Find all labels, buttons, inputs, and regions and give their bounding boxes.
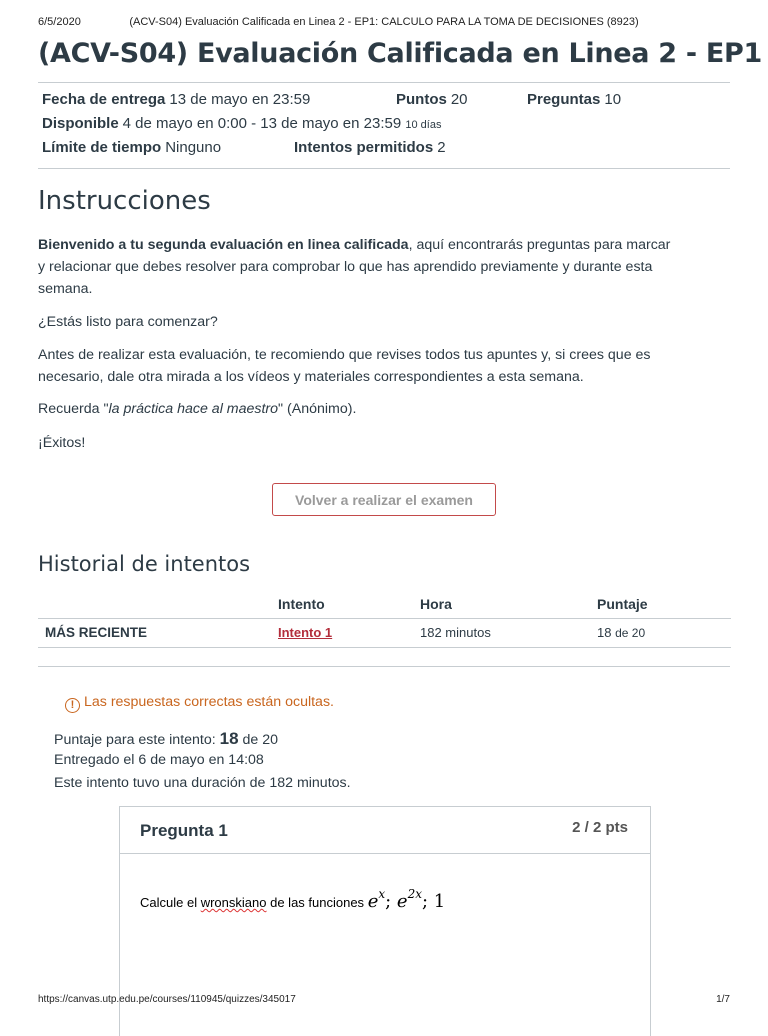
time-limit-field <box>42 139 221 156</box>
hidden-answers-notice <box>65 694 334 713</box>
available-days: 10 días <box>405 119 442 131</box>
due-date-field <box>42 91 310 108</box>
question-text-word: wronskiano <box>200 895 267 910</box>
quote-post: " (Anónimo). <box>278 401 357 417</box>
points-field <box>396 91 468 108</box>
available-label: Disponible <box>42 115 119 132</box>
function-3: 1 <box>433 891 446 912</box>
points-value: 20 <box>450 91 468 108</box>
instructions-heading: Instrucciones <box>38 186 211 216</box>
time-limit-label: Límite de tiempo <box>42 139 162 156</box>
advice-paragraph <box>38 344 738 388</box>
quote-text: la práctica hace al maestro <box>108 401 279 417</box>
score-label: Puntaje para este intento: <box>54 732 216 748</box>
question-title: Pregunta 1 <box>140 821 228 840</box>
question-text <box>140 887 445 912</box>
available-value: 4 de mayo en 0:00 - 13 de mayo en 23:59 <box>122 115 402 132</box>
instructions-paragraph <box>38 234 738 300</box>
due-label: Fecha de entrega <box>42 91 166 108</box>
questions-value: 10 <box>604 91 622 108</box>
score-total: de 20 <box>242 732 279 748</box>
function-1-exponent: x <box>378 887 386 901</box>
warning-icon: ! <box>65 698 80 713</box>
separator: ; <box>421 891 434 912</box>
column-header-score: Puntaje <box>597 596 648 612</box>
quote-pre: Recuerda " <box>38 401 109 417</box>
questions-label: Preguntas <box>527 91 601 108</box>
attempts-value: 2 <box>437 139 446 156</box>
column-header-time: Hora <box>420 596 452 612</box>
welcome-rest-2: y relacionar que debes resolver para comprobar lo que has aprendido previamente y durante esta <box>38 259 653 275</box>
page-title: (ACV-S04) Evaluación Calificada en Linea 2 - EP1 <box>38 38 763 69</box>
print-title: (ACV-S04) Evaluación Calificada en Linea 2 - EP1: CALCULO PARA LA TOMA DE DECISIONES (8923) <box>129 16 639 28</box>
advice-line-1: Antes de realizar esta evaluación, te recomiendo que revises todos tus apuntes y, si crees que es <box>38 347 651 363</box>
print-date: 6/5/2020 <box>38 16 81 28</box>
success-text: ¡Éxitos! <box>38 435 86 451</box>
question-points: 2 / 2 pts <box>572 819 628 836</box>
attempt-link[interactable]: Intento 1 <box>278 625 333 640</box>
divider <box>38 666 730 667</box>
notice-text: Las respuestas correctas están ocultas. <box>84 694 334 710</box>
divider <box>38 82 730 83</box>
points-label: Puntos <box>396 91 447 108</box>
quote-paragraph <box>38 398 738 420</box>
questions-field <box>527 91 621 108</box>
welcome-rest: , aquí encontrarás preguntas para marcar <box>408 237 671 253</box>
attempts-label: Intentos permitidos <box>294 139 434 156</box>
score-big: 18 <box>219 729 239 748</box>
separator: ; <box>385 891 397 912</box>
table-header-row <box>38 590 731 619</box>
latest-label: MÁS RECIENTE <box>45 625 148 640</box>
attempts-field <box>294 139 446 156</box>
table-row <box>38 619 731 648</box>
print-url: https://canvas.utp.edu.pe/courses/110945/quizzes/345017 <box>38 994 296 1005</box>
history-heading: Historial de intentos <box>38 552 251 576</box>
welcome-text: Bienvenido a tu segunda evaluación en linea calificada <box>38 237 409 253</box>
submitted-line: Entregado el 6 de mayo en 14:08 <box>54 752 264 768</box>
retake-quiz-button[interactable]: Volver a realizar el examen <box>272 483 496 516</box>
column-header-attempt: Intento <box>278 596 325 612</box>
welcome-rest-3: semana. <box>38 281 93 297</box>
attempt-score-line <box>54 729 278 749</box>
function-2: e <box>396 891 408 912</box>
advice-line-2: necesario, dale otra mirada a los vídeos y materiales correspondientes a esta semana. <box>38 369 584 385</box>
question-text-pre: Calcule el <box>140 895 198 910</box>
available-field <box>42 115 441 132</box>
due-value: 13 de mayo en 23:59 <box>169 91 311 108</box>
attempt-time: 182 minutos <box>420 625 491 640</box>
time-limit-value: Ninguno <box>165 139 222 156</box>
function-2-exponent: 2x <box>407 887 422 901</box>
attempt-score <box>597 625 645 640</box>
question-header <box>120 807 650 854</box>
duration-line: Este intento tuvo una duración de 182 minutos. <box>54 775 351 791</box>
ready-question: ¿Estás listo para comenzar? <box>38 314 218 330</box>
score-suffix: de 20 <box>615 626 646 640</box>
attempt-history-table <box>38 590 731 648</box>
divider <box>38 168 730 169</box>
question-text-post: de las funciones <box>270 895 365 910</box>
function-list <box>367 887 446 912</box>
function-1: e <box>367 891 379 912</box>
page-number: 1/7 <box>716 994 730 1005</box>
score-value: 18 <box>597 625 612 640</box>
